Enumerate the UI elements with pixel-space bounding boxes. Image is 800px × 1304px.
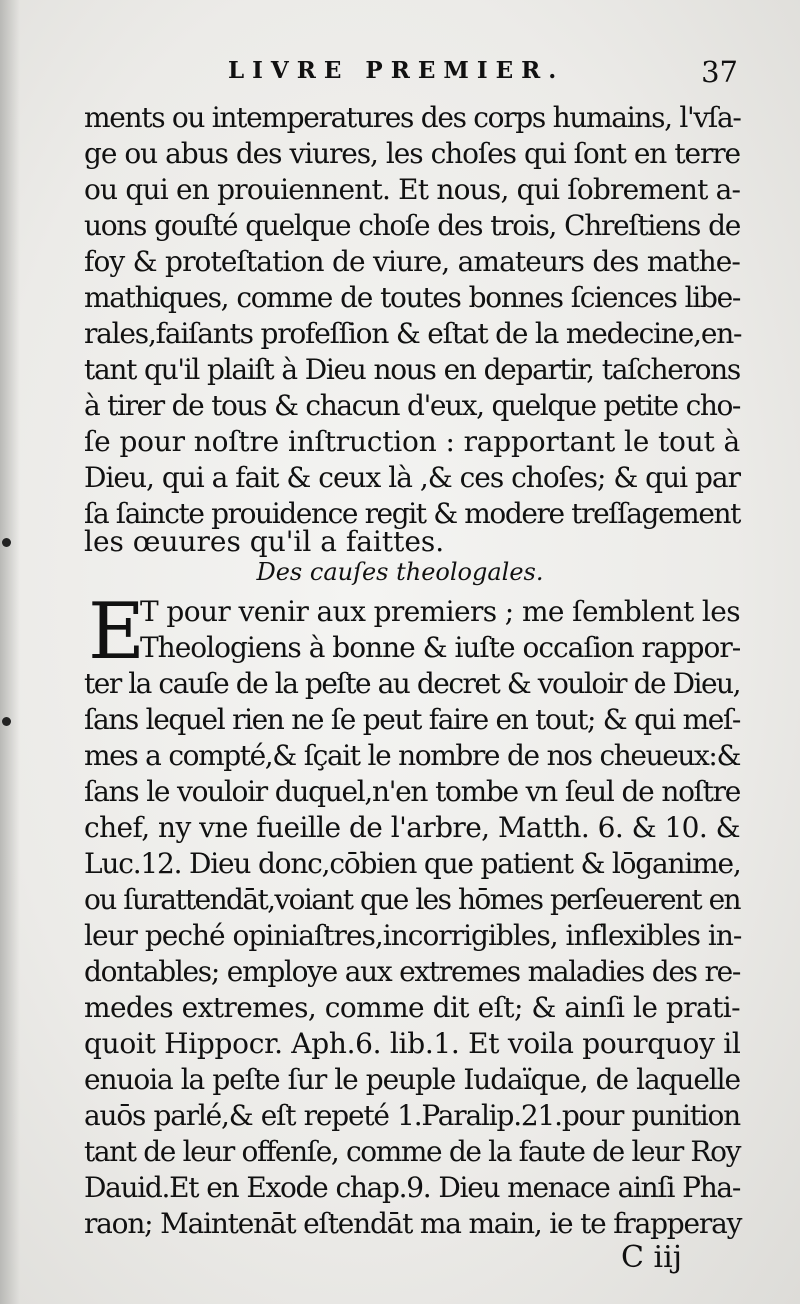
page-number: 37: [701, 55, 738, 89]
text-line: mes a compté,& ſçait le nombre de nos cheueux:&: [84, 739, 740, 772]
text-line: auōs parlé,& eſt repeté 1.Paralip.21.pour punition: [84, 1099, 740, 1132]
margin-mark: [2, 538, 11, 547]
text-line: ou ſurattendāt,voiant que les hōmes perſeuerent en: [84, 883, 740, 916]
catch-line: [0, 1240, 800, 1276]
text-line: T pour venir aux premiers ; me ſemblent les: [140, 595, 740, 628]
text-line: foy & proteſtation de viure, amateurs des mathe-: [84, 245, 740, 278]
text-line: rales,faiſants profeſſion & eſtat de la medecine,en-: [84, 317, 742, 350]
margin-mark: [2, 717, 11, 726]
text-line: Luc.12. Dieu donc,cōbien que patient & lōganime,: [84, 847, 741, 880]
text-line: ſe pour noſtre inſtruction : rapportant le tout à: [84, 425, 740, 458]
page-edge-shadow: [0, 0, 20, 1304]
text-line: dontables; employe aux extremes maladies des re-: [84, 955, 740, 988]
text-line: ou qui en prouiennent. Et nous, qui ſobrement a-: [84, 173, 741, 206]
text-line: Dieu, qui a fait & ceux là ,& ces choſes; & qui par: [84, 461, 740, 494]
text-line: leur peché opiniaſtres,incorrigibles, inflexibles in-: [84, 919, 742, 952]
text-line: uons gouſté quelque choſe des trois, Chreſtiens de: [84, 209, 740, 242]
text-line: ge ou abus des viures, les choſes qui ſont en terre: [84, 137, 740, 170]
running-title: LIVRE PREMIER.: [228, 57, 565, 84]
text-line: raon; Maintenāt eſtendāt ma main, ie te frapperay: [84, 1207, 742, 1240]
text-line: ſans le vouloir duquel,n'en tombe vn ſeul de noſtre: [84, 775, 740, 808]
drop-cap: E: [88, 587, 145, 677]
text-line: tant de leur offenſe, comme de la faute de leur Roy: [84, 1135, 740, 1168]
text-line-last: les œuures qu'il a faittes.: [84, 525, 445, 558]
text-line: ſa ſaincte prouidence regit & modere treſſagement: [84, 497, 740, 530]
text-line: Theologiens à bonne & iuſte occaſion rappor-: [140, 631, 741, 664]
text-line: mathiques, comme de toutes bonnes ſciences libe-: [84, 281, 740, 314]
running-head: [0, 55, 800, 95]
text-line: ter la cauſe de la peſte au decret & vouloir de Dieu,: [84, 667, 740, 700]
text-line: Dauid.Et en Exode chap.9. Dieu menace ainſi Pha-: [84, 1171, 740, 1204]
text-line: enuoia la peſte ſur le peuple Iudaïque, de laquelle: [84, 1063, 740, 1096]
text-line: tant qu'il plaiſt à Dieu nous en departir, taſcherons: [84, 353, 740, 386]
text-line: chef, ny vne fueille de l'arbre, Matth. 6. & 10. &: [84, 811, 740, 844]
text-line: ſans lequel rien ne ſe peut faire en tout; & qui meſ-: [84, 703, 740, 736]
section-heading: Des cauſes theologales.: [256, 558, 544, 586]
text-line: quoit Hippocr. Aph.6. lib.1. Et voila pourquoy il: [84, 1027, 741, 1060]
text-line: ments ou intemperatures des corps humains, l'vſa-: [84, 101, 741, 134]
text-line: medes extremes, comme dit eſt; & ainſi le prati-: [84, 991, 740, 1024]
text-line: à tirer de tous & chacun d'eux, quelque petite cho-: [84, 389, 740, 422]
signature-mark: C iij: [621, 1240, 682, 1275]
